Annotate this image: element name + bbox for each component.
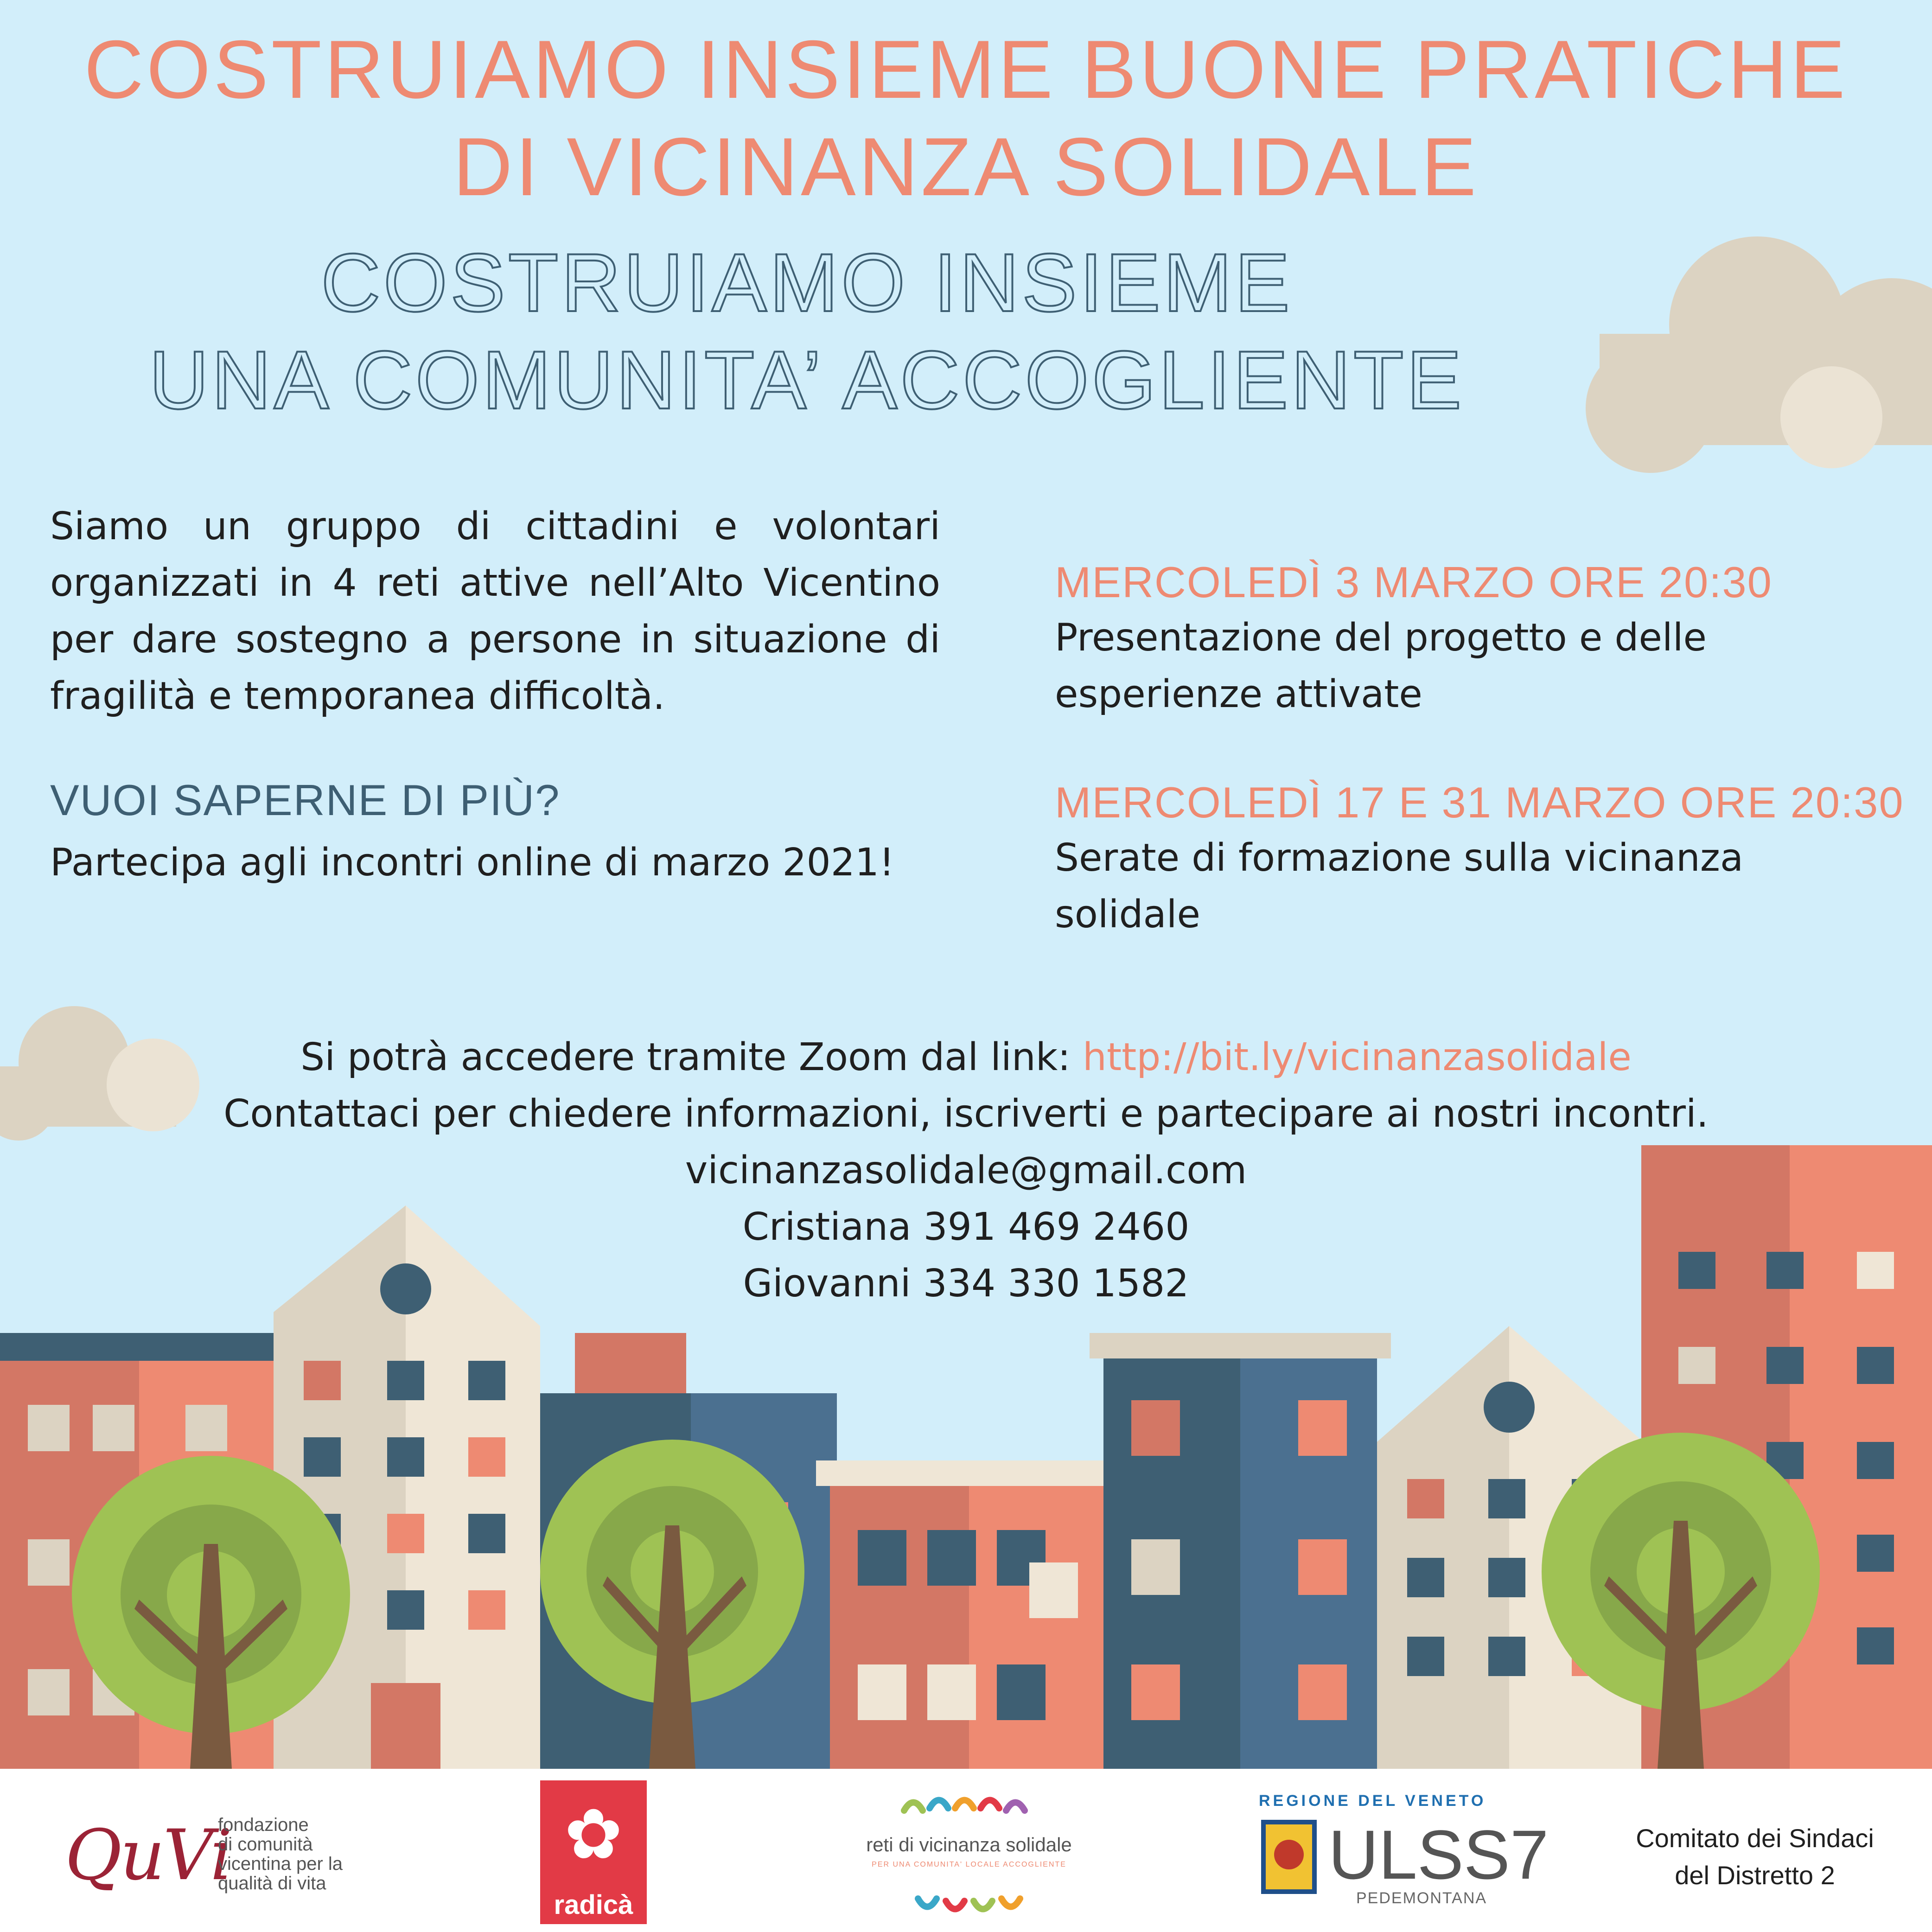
quvi-mark: QuVi (65, 1815, 231, 1896)
title-line-2: DI VICINANZA SOLIDALE (453, 121, 1479, 213)
lion-crest-icon (1261, 1820, 1317, 1894)
event-1-description: Presentazione del progetto e delle esperienze attivate (1055, 616, 1707, 716)
event-2-heading: MERCOLEDÌ 17 E 31 MARZO ORE 20:30 (1055, 778, 1904, 827)
contact-block (0, 1029, 1932, 1312)
cloud-right (1586, 236, 1932, 473)
subtitle-line-2: UNA COMUNITA’ ACCOGLIENTE (149, 334, 1465, 426)
ulss-name: ULSS7 (1328, 1816, 1549, 1894)
reti-logo (848, 1783, 1090, 1922)
zoom-line (0, 1029, 1932, 1086)
contact-email[interactable]: vicinanzasolidale@gmail.com (685, 1148, 1247, 1192)
event-1-heading: MERCOLEDÌ 3 MARZO ORE 20:30 (1055, 558, 1773, 606)
contact-line: Contattaci per chiedere informazioni, iscriverti e partecipare ai nostri incontri. (223, 1092, 1709, 1136)
contact-phone-2: Giovanni 334 330 1582 (743, 1262, 1189, 1306)
ulss-sub: PEDEMONTANA (1356, 1889, 1487, 1907)
comitato-line-2: del Distretto 2 (1675, 1861, 1835, 1890)
ulss-logo (1259, 1792, 1549, 1917)
comitato-logo (1604, 1820, 1906, 1894)
building-4 (816, 1460, 1117, 1769)
quvi-caption-line: fondazione (218, 1815, 309, 1835)
invite-paragraph: Partecipa agli incontri online di marzo 2021! (50, 841, 894, 885)
comitato-line-1: Comitato dei Sindaci (1636, 1824, 1874, 1853)
title-line-1: COSTRUIAMO INSIEME BUONE PRATICHE (84, 23, 1848, 115)
radica-figure-icon: ✿ (564, 1794, 623, 1875)
quvi-logo (65, 1797, 399, 1908)
subtitle-line-1: COSTRUIAMO INSIEME (321, 236, 1293, 329)
zoom-prefix: Si potrà accedere tramite Zoom dal link: (300, 1035, 1071, 1079)
event-2-description: Serate di formazione sulla vicinanza solidale (1055, 836, 1744, 937)
zoom-link[interactable]: http://bit.ly/vicinanzasolidale (1083, 1035, 1632, 1079)
ulss-region: REGIONE DEL VENETO (1259, 1792, 1486, 1810)
reti-name: reti di vicinanza solidale (866, 1834, 1072, 1855)
quvi-caption (218, 1815, 343, 1893)
quvi-caption-line: di comunità (218, 1834, 313, 1855)
contact-phone-1: Cristiana 391 469 2460 (742, 1205, 1190, 1249)
radica-logo (540, 1780, 647, 1924)
radica-wordmark: radicà (554, 1890, 633, 1920)
building-5 (1090, 1333, 1391, 1769)
footer-logos (0, 1769, 1932, 1932)
reti-tagline: PER UNA COMUNITA' LOCALE ACCOGLIENTE (872, 1861, 1066, 1868)
quvi-caption-line: vicentina per la (218, 1854, 343, 1874)
intro-paragraph: Siamo un gruppo di cittadini e volontari organizzati in 4 reti attive nell’Alto Vicentino per dare sostegno a persone in situazione di fragilità e temporanea difficoltà. (50, 504, 940, 718)
quvi-caption-line: qualità di vita (218, 1873, 326, 1894)
question-heading: VUOI SAPERNE DI PIÙ? (50, 776, 561, 824)
